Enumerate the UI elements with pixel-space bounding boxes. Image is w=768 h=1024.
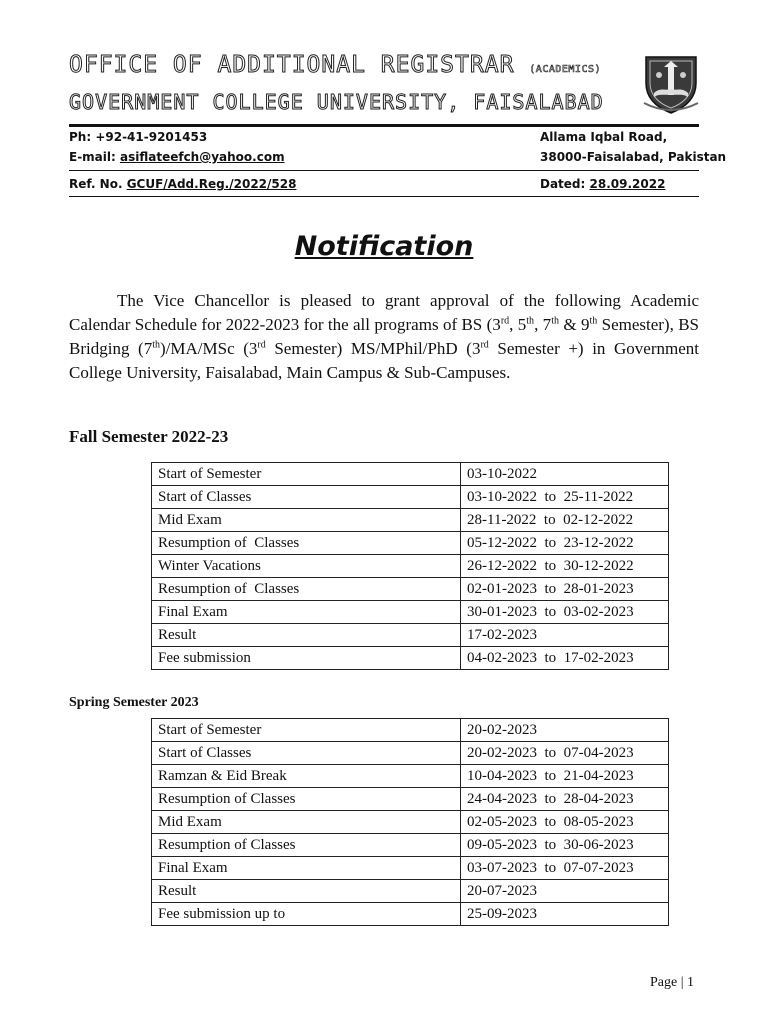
- contact-rule: [69, 170, 699, 171]
- email-label: E-mail:: [69, 150, 120, 164]
- table-row: [152, 811, 669, 834]
- ref-number: GCUF/Add.Reg./2022/528: [126, 177, 297, 191]
- event-cell: Winter Vacations: [152, 555, 461, 578]
- body-sup-6: rd: [257, 339, 266, 351]
- reference-number: [69, 177, 296, 191]
- table-row: [152, 903, 669, 926]
- fall-semester-heading: Fall Semester 2022-23: [69, 427, 229, 446]
- table-row: [152, 555, 669, 578]
- body-text-3: , 7: [534, 315, 552, 334]
- body-text-5: Semester), BS Bridging (7: [69, 315, 700, 358]
- event-cell: Start of Semester: [152, 719, 461, 742]
- fall-schedule-table: [151, 462, 669, 670]
- office-suffix: (ACADEMICS): [529, 64, 602, 75]
- date-cell: 20-07-2023: [461, 880, 669, 903]
- notification-title: Notification: [294, 231, 474, 262]
- date-value: 28.09.2022: [589, 177, 666, 191]
- body-sup-1: rd: [500, 315, 510, 327]
- date-cell: 30-01-2023 to 03-02-2023: [461, 601, 669, 624]
- table-row: [152, 486, 669, 509]
- date-cell: 24-04-2023 to 28-04-2023: [461, 788, 669, 811]
- event-cell: Ramzan & Eid Break: [152, 765, 461, 788]
- event-cell: Result: [152, 880, 461, 903]
- university-name: GOVERNMENT COLLEGE UNIVERSITY, FAISALABAD: [69, 90, 604, 114]
- spring-semester-heading: Spring Semester 2023: [69, 695, 199, 710]
- table-row: [152, 463, 669, 486]
- office-title-text: OFFICE OF ADDITIONAL REGISTRAR: [69, 52, 515, 78]
- event-cell: Resumption of Classes: [152, 788, 461, 811]
- event-cell: Mid Exam: [152, 509, 461, 532]
- header-rule-thick: [69, 124, 699, 127]
- body-sup-5: th: [152, 339, 160, 351]
- event-cell: Fee submission: [152, 647, 461, 670]
- table-row: [152, 719, 669, 742]
- date-cell: 28-11-2022 to 02-12-2022: [461, 509, 669, 532]
- body-sup-4: th: [589, 315, 598, 327]
- event-cell: Fee submission up to: [152, 903, 461, 926]
- date-cell: 26-12-2022 to 30-12-2022: [461, 555, 669, 578]
- date-cell: 05-12-2022 to 23-12-2022: [461, 532, 669, 555]
- address-line-2: 38000-Faisalabad, Pakistan: [540, 150, 727, 164]
- table-row: [152, 532, 669, 555]
- table-row: [152, 601, 669, 624]
- dated: [540, 177, 665, 191]
- event-cell: Mid Exam: [152, 811, 461, 834]
- date-cell: 09-05-2023 to 30-06-2023: [461, 834, 669, 857]
- spring-schedule-table: [151, 718, 669, 926]
- date-label: Dated:: [540, 177, 590, 191]
- table-row: [152, 578, 669, 601]
- phone-number: Ph: +92-41-9201453: [69, 130, 208, 144]
- body-text-4: & 9: [558, 315, 590, 334]
- event-cell: Start of Classes: [152, 486, 461, 509]
- date-cell: 02-01-2023 to 28-01-2023: [461, 578, 669, 601]
- table-row: [152, 742, 669, 765]
- date-cell: 10-04-2023 to 21-04-2023: [461, 765, 669, 788]
- date-cell: 03-10-2022 to 25-11-2022: [461, 486, 669, 509]
- email-link[interactable]: asiflateefch@yahoo.com: [119, 150, 285, 164]
- table-row: [152, 880, 669, 903]
- page-number: Page | 1: [650, 975, 695, 990]
- body-text-6: )/MA/MSc (3: [160, 339, 258, 358]
- body-text-7: Semester) MS/MPhil/PhD (3: [265, 339, 481, 358]
- body-sup-3: th: [551, 315, 559, 327]
- body-sup-7: rd: [480, 339, 489, 351]
- address-line-1: Allama Iqbal Road,: [540, 130, 668, 144]
- notification-body: [69, 289, 699, 385]
- ref-label: Ref. No.: [69, 177, 127, 191]
- office-title: [69, 52, 601, 78]
- table-row: [152, 834, 669, 857]
- event-cell: Resumption of Classes: [152, 578, 461, 601]
- event-cell: Start of Semester: [152, 463, 461, 486]
- body-text-2: , 5: [509, 315, 527, 334]
- date-cell: 20-02-2023: [461, 719, 669, 742]
- body-sup-2: th: [526, 315, 535, 327]
- table-row: [152, 509, 669, 532]
- date-cell: 20-02-2023 to 07-04-2023: [461, 742, 669, 765]
- event-cell: Start of Classes: [152, 742, 461, 765]
- body-text-1: The Vice Chancellor is pleased to grant approval of the following Academic Calendar Schedule for 2022-2023 for the all programs of BS (3: [69, 291, 699, 334]
- table-row: [152, 647, 669, 670]
- ref-rule: [69, 196, 699, 197]
- date-cell: 25-09-2023: [461, 903, 669, 926]
- date-cell: 02-05-2023 to 08-05-2023: [461, 811, 669, 834]
- event-cell: Final Exam: [152, 601, 461, 624]
- event-cell: Final Exam: [152, 857, 461, 880]
- university-crest-icon: [640, 53, 702, 115]
- body-text-8: Semester +) in Government College University, Faisalabad, Main Campus & Sub-Campuses.: [69, 339, 700, 382]
- table-row: [152, 765, 669, 788]
- event-cell: Resumption of Classes: [152, 532, 461, 555]
- date-cell: 03-07-2023 to 07-07-2023: [461, 857, 669, 880]
- email-line: [69, 150, 285, 164]
- table-row: [152, 624, 669, 647]
- date-cell: 03-10-2022: [461, 463, 669, 486]
- date-cell: 04-02-2023 to 17-02-2023: [461, 647, 669, 670]
- event-cell: Result: [152, 624, 461, 647]
- date-cell: 17-02-2023: [461, 624, 669, 647]
- table-row: [152, 788, 669, 811]
- table-row: [152, 857, 669, 880]
- event-cell: Resumption of Classes: [152, 834, 461, 857]
